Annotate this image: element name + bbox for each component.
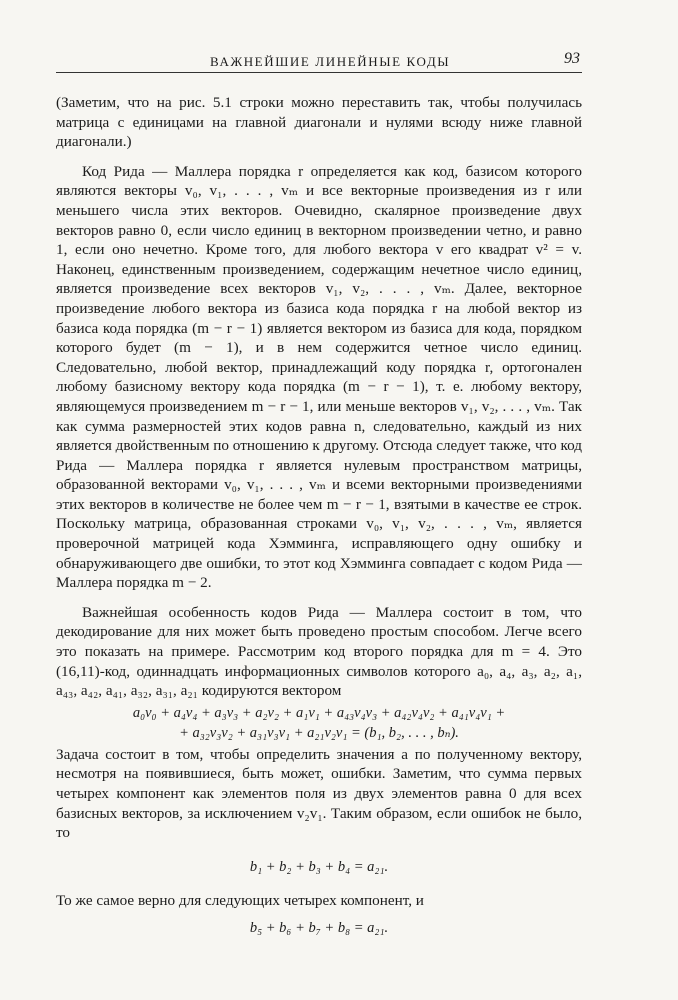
equation-codeword (56, 703, 582, 743)
paragraph-decoding-intro: Важнейшая особенность кодов Рида — Маллера состоит в том, что декодирование для них может быть проведено простым способом. Легче всего это показать на примере. Рассмотрим код второго порядка для m = 4. Это (16,11)-код, одиннадцать информационных символов которого a₀, a₄, a₃, a₂, a₁, a₄₃, a₄₂, a₄₁, a₃₂, a₃₁, a₂₁ кодируются вектором (56, 603, 582, 700)
paragraph-decoding-task: Задача состоит в том, чтобы определить значения a по полученному вектору, несмотря на появившиеся, быть может, ошибки. Заметим, что сумма первых четырех компонент как элементов поля из двух элементов равна 0 для всех базисных векторов, за исключением v₂v₁. Таким образом, если ошибок не было, то (56, 745, 582, 842)
equation-codeword-line-2: + a₃₂v₃v₂ + a₃₁v₃v₁ + a₂₁v₂v₁ = (b₁, b₂, . . . , bₙ). (179, 724, 459, 741)
equation-next-four: b₅ + b₆ + b₇ + b₈ = a₂₁. (249, 920, 389, 937)
running-header (56, 48, 582, 70)
paragraph-note: (Заметим, что на рис. 5.1 строки можно переставить так, чтобы получилась матрица с единицами на главной диагонали и нулями всюду ниже главной диагонали.) (56, 94, 582, 151)
paragraph-next-four: То же самое верно для следующих четырех компонент, и (56, 891, 424, 909)
equation-first-four: b₁ + b₂ + b₃ + b₄ = a₂₁. (249, 858, 389, 875)
paragraph-reed-muller-definition: Код Рида — Маллера порядка r определяется как код, базисом которого являются векторы v₀, v₁, . . . , vₘ и все векторные произведения из r или меньшего числа этих векторов. Очевидно, скалярное произведение двух векторов равно 0, если число единиц в векторном произведении четно, и равно 1, если оно нечетно. Кроме того, для любого вектора v его квадрат v² = v. Наконец, единственным произведением, содержащим нечетное число единиц, является произведение всех векторов v₁, v₂, . . . , vₘ. Далее, векторное произведение любого вектора из базиса кода порядка r на любой вектор из базиса кода порядка (m − r − 1) является вектором из базиса для кода, порядком которого будет (m − 1), и в нем содержится четное число единиц. Следовательно, любой вектор, принадлежащий коду порядка r, ортогонален любому базисному вектору кода порядка (m − r − 1), т. е. любому вектору, являющемуся произведением m − r − 1, или меньше векторов v₁, v₂, . . . , vₘ. Так как сумма размерностей этих кодов равна n, следовательно, каждый из них является двойственным по отношению к другому. Отсюда следует также, что код Рида — Маллера порядка r является нулевым пространством матрицы, образованной векторами v₀, v₁, . . . , vₘ и всеми векторными произведениями этих векторов в количестве не более чем m − r − 1, взятыми в качестве ее строк. Поскольку матрица, образованная строками v₀, v₁, v₂, . . . , vₘ, является проверочной матрицей кода Хэмминга, исправляющего одну ошибку и обнаруживающего две ошибки, то этот код Хэмминга совпадает с кодом Рида — Маллера порядка m − 2. (56, 162, 582, 592)
page-number: 93 (564, 50, 580, 67)
running-title: ВАЖНЕЙШИЕ ЛИНЕЙНЫЕ КОДЫ (210, 54, 451, 69)
page-body (56, 93, 582, 938)
page-header-area (56, 48, 582, 70)
header-rule (56, 72, 582, 73)
equation-codeword-line-1: a₀v₀ + a₄v₄ + a₃v₃ + a₂v₂ + a₁v₁ + a₄₃v₄v₃ + a₄₂v₄v₂ + a₄₁v₄v₁ + (132, 704, 506, 721)
